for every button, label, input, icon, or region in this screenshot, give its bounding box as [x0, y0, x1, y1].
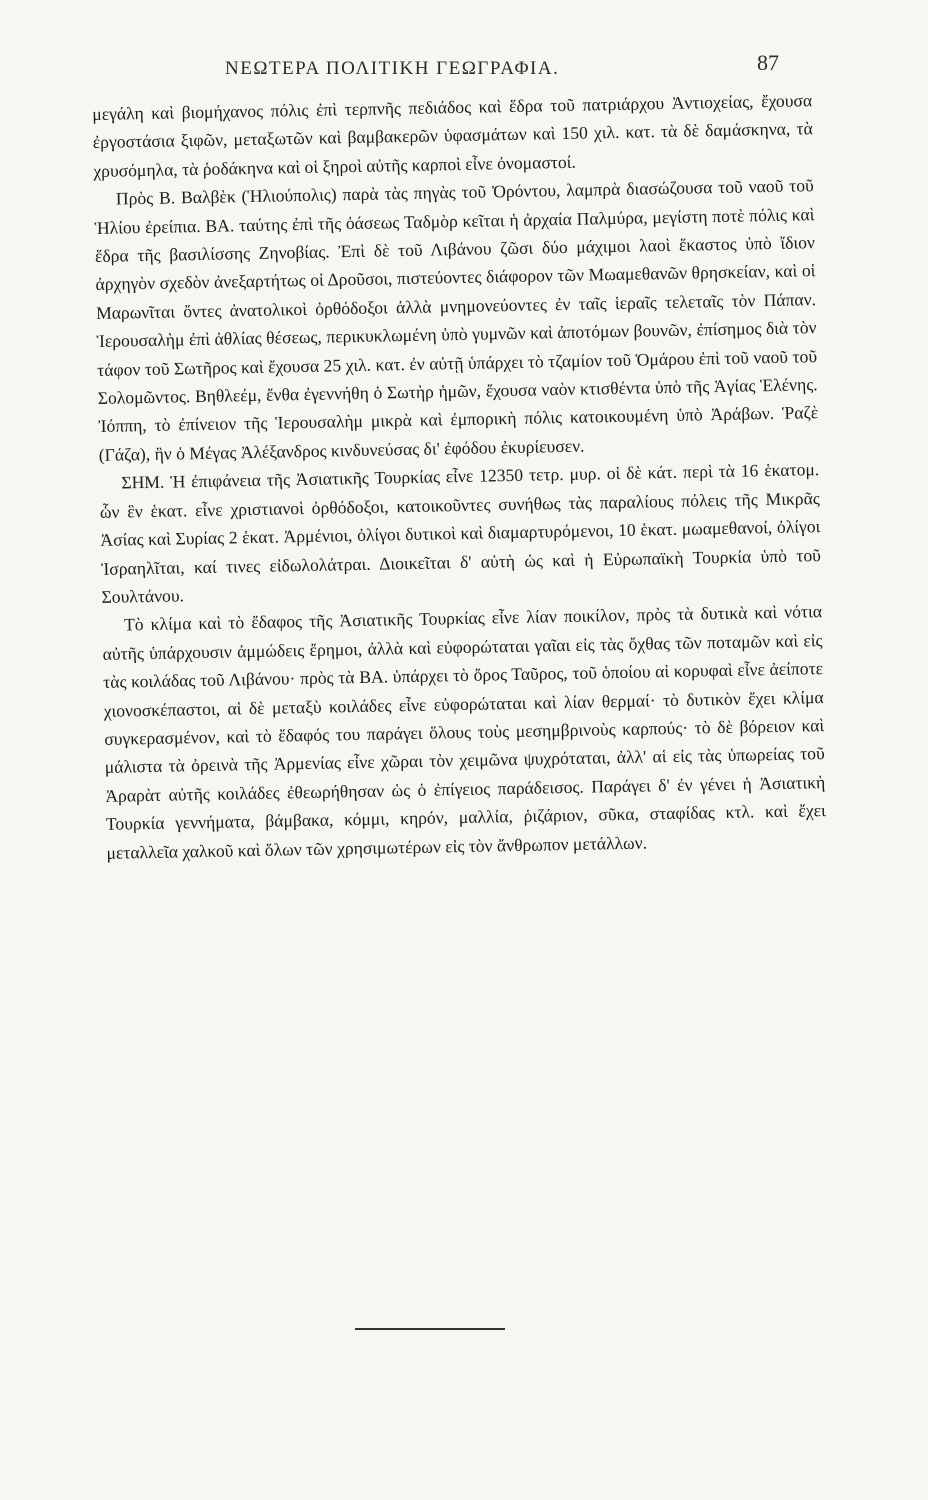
paragraph-cities: Πρὸς Β. Βαλβὲκ (Ἡλιούπολις) παρὰ τὰς πηγὰς τοῦ Ὀρόντου, λαμπρὰ διασώζουσα τοῦ ναοῦ τοῦ Ἡλίου ἐρείπια. ΒΑ. ταύτης ἐπὶ τῆς ὀάσεως Ταδμὸρ κεῖται ἡ ἀρχαία Παλμύρα, μεγίστη ποτὲ πόλις καὶ ἕδρα τῆς βασιλίσσης Ζηνοβίας. Ἐπὶ δὲ τοῦ Λιβάνου ζῶσι δύο μάχιμοι λαοὶ ἕκαστος ὑπὸ ἴδιον ἀρχηγὸν σχεδὸν ἀνεξαρτήτως οἱ Δροῦσοι, πιστεύοντες διάφορον τῶν Μωαμεθανῶν θρησκείαν, καὶ οἱ Μαρωνῖται ὄντες ἀνατολικοὶ ὀρθόδοξοι ἀλλὰ μνημονεύοντες ἐν ταῖς ἱεραῖς τελεταῖς τὸν Πάπαν. Ἱερουσαλὴμ ἐπὶ ἀθλίας θέσεως, περικυκλωμένη ὑπὸ γυμνῶν καὶ ἀποτόμων βουνῶν, ἐπίσημος διὰ τὸν τάφον τοῦ Σωτῆρος καὶ ἔχουσα 25 χιλ. κατ. ἐν αὐτῇ ὑπάρχει τὸ τζαμίον τοῦ Ὁμάρου ἐπὶ τοῦ ναοῦ τοῦ Σολομῶντος. Βηθλεέμ, ἔνθα ἐγεννήθη ὁ Σωτὴρ ἡμῶν, ἔχουσα ναὸν κτισθέντα ὑπὸ τῆς Ἁγίας Ἑλένης. Ἰόππη, τὸ ἐπίνειον τῆς Ἱερουσαλὴμ μικρὰ καὶ ἐμπορικὴ πόλις κατοικουμένη ὑπὸ Ἀράβων. Ῥαζὲ (Γάζα), ἣν ὁ Μέγας Ἀλέξανδρος κινδυνεύσας δι' ἐφόδου ἐκυρίευσεν.	[94, 175, 819, 465]
body-text	[92, 86, 827, 867]
page-number: 87	[757, 50, 779, 75]
section-rule	[355, 1328, 505, 1330]
paragraph-note: ΣΗΜ. Ἡ ἐπιφάνεια τῆς Ἀσιατικῆς Τουρκίας εἶνε 12350 τετρ. μυρ. οἱ δὲ κάτ. περὶ τὰ 16 ἑκατομ. ὧν ἓν ἑκατ. εἶνε χριστιανοὶ ὀρθόδοξοι, κατοικοῦντες συνήθως τὰς παραλίους πόλεις τῆς Μικρᾶς Ἀσίας καὶ Συρίας 2 ἑκατ. Ἀρμένιοι, ὀλίγοι δυτικοὶ καὶ διαμαρτυρόμενοι, 10 ἑκατ. μωαμεθανοί, ὀλίγοι Ἰσραηλῖται, καί τινες εἰδωλολάτραι. Διοικεῖται δ' αὐτὴ ὡς καὶ ἡ Εὐρωπαϊκὴ Τουρκία ὑπὸ τοῦ Σουλτάνου.	[99, 459, 822, 607]
running-title: ΝΕΩΤΕΡΑ ΠΟΛΙΤΙΚΗ ΓΕΩΓΡΑΦΙΑ.	[225, 58, 560, 79]
paragraph-continuation: μεγάλη καὶ βιομήχανος πόλις ἐπὶ τερπνῆς πεδιάδος καὶ ἕδρα τοῦ πατριάρχου Ἀντιοχείας, ἔχουσα ἐργοστάσια ξιφῶν, μεταξωτῶν καὶ βαμβακερῶν ὑφασμάτων καὶ 150 χιλ. κατ. τὰ δὲ δαμάσκηνα, τὰ χρυσόμηλα, τὰ ῥοδάκηνα καὶ οἱ ξηροὶ αὐτῆς καρποὶ εἶνε ὀνομαστοί.	[92, 90, 813, 181]
paragraph-climate: Τὸ κλίμα καὶ τὸ ἔδαφος τῆς Ἀσιατικῆς Τουρκίας εἶνε λίαν ποικίλον, πρὸς τὰ δυτικὰ καὶ νότια αὐτῆς ὑπάρχουσιν ἀμμώδεις ἔρημοι, ἀλλὰ καὶ εὐφορώταται γαῖαι εἰς τὰς ὄχθας τῶν ποταμῶν καὶ εἰς τὰς κοιλάδας τοῦ Λιβάνου· πρὸς τὰ ΒΑ. ὑπάρχει τὸ ὄρος Ταῦρος, τοῦ ὁποίου αἱ κορυφαὶ εἶνε ἀείποτε χιονοσκέπαστοι, αἱ δὲ μεταξὺ κοιλάδες εἶνε εὐφορώταται καὶ λίαν θερμαί· τὸ δυτικὸν ἔχει κλίμα συγκερασμένον, καὶ τὸ ἔδαφός του παράγει ὅλους τοὺς μεσημβρινοὺς καρπούς· τὸ δὲ βόρειον καὶ μάλιστα τὰ ὀρεινὰ τῆς Ἀρμενίας εἶνε χῶραι τὸν χειμῶνα ψυχρόταται, ἀλλ' αἱ εἰς τὰς ὑπωρείας τοῦ Ἀραρὰτ αὐτῆς κοιλάδες ἐθεωρήθησαν ὡς ὁ ἐπίγειος παράδεισος. Παράγει δ' ἐν γένει ἡ Ἀσιατικὴ Τουρκία γεννήματα, βάμβακα, κόμμι, κηρόν, μαλλία, ῥιζάριον, σῦκα, σταφίδας κτλ. καὶ ἔχει μεταλλεῖα χαλκοῦ καὶ ὅλων τῶν χρησιμωτέρων εἰς τὸν ἄνθρωπον μετάλλων.	[102, 601, 826, 863]
